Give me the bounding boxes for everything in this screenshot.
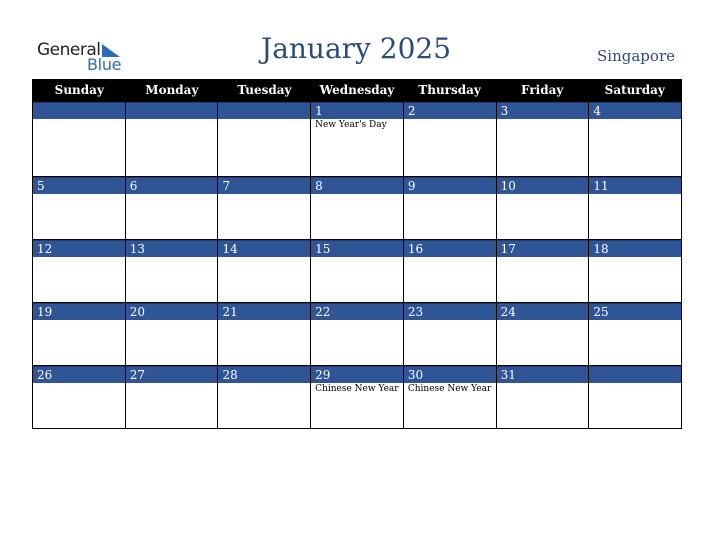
day-number: 8 (311, 177, 403, 194)
day-cell[interactable] (311, 240, 404, 302)
day-number: 25 (589, 303, 681, 320)
day-cell[interactable] (311, 303, 404, 365)
day-cell[interactable] (589, 240, 681, 302)
day-number: 27 (126, 366, 218, 383)
day-number: 13 (126, 240, 218, 257)
day-cell[interactable] (218, 177, 311, 239)
weekday-saturday: Saturday (604, 83, 665, 97)
holiday-label: Chinese New Year (315, 384, 399, 394)
day-number (126, 102, 218, 119)
day-cell[interactable] (218, 303, 311, 365)
day-number: 16 (404, 240, 496, 257)
day-number: 10 (497, 177, 589, 194)
calendar-week-row (33, 303, 681, 366)
day-number: 17 (497, 240, 589, 257)
day-number: 6 (126, 177, 218, 194)
day-cell[interactable] (404, 303, 497, 365)
weekday-thursday: Thursday (418, 83, 481, 97)
day-cell[interactable] (497, 177, 590, 239)
day-cell[interactable] (497, 102, 590, 176)
day-cell[interactable] (404, 366, 497, 428)
day-number: 31 (497, 366, 589, 383)
holiday-label: New Year's Day (315, 120, 387, 130)
day-number: 19 (33, 303, 125, 320)
day-number: 21 (218, 303, 310, 320)
day-number: 7 (218, 177, 310, 194)
day-number (33, 102, 125, 119)
day-cell[interactable] (126, 240, 219, 302)
day-cell[interactable] (311, 366, 404, 428)
day-number: 12 (33, 240, 125, 257)
day-cell[interactable] (33, 366, 126, 428)
day-number: 5 (33, 177, 125, 194)
day-number: 20 (126, 303, 218, 320)
day-cell[interactable] (33, 303, 126, 365)
day-number: 11 (589, 177, 681, 194)
day-number: 28 (218, 366, 310, 383)
day-cell[interactable] (126, 177, 219, 239)
calendar-grid (32, 79, 682, 429)
calendar-weeks (33, 102, 681, 429)
day-number: 14 (218, 240, 310, 257)
day-number: 30 (404, 366, 496, 383)
day-cell[interactable] (497, 303, 590, 365)
day-number: 23 (404, 303, 496, 320)
day-cell[interactable] (311, 102, 404, 176)
calendar-week-row (33, 102, 681, 177)
weekday-sunday: Sunday (54, 83, 104, 97)
day-number: 1 (311, 102, 403, 119)
day-number: 26 (33, 366, 125, 383)
day-number: 18 (589, 240, 681, 257)
day-cell[interactable] (126, 303, 219, 365)
day-number: 15 (311, 240, 403, 257)
calendar-week-row (33, 177, 681, 240)
page-title: January 2025 (260, 32, 452, 65)
day-number: 22 (311, 303, 403, 320)
day-cell[interactable] (589, 303, 681, 365)
logo-text-blue: Blue (87, 55, 122, 74)
day-cell[interactable] (497, 240, 590, 302)
day-cell[interactable] (497, 366, 590, 428)
day-number: 9 (404, 177, 496, 194)
day-cell[interactable] (218, 366, 311, 428)
weekday-wednesday: Wednesday (319, 83, 395, 97)
day-cell[interactable] (589, 102, 681, 176)
day-cell[interactable] (404, 177, 497, 239)
day-cell[interactable] (589, 177, 681, 239)
day-cell[interactable] (589, 366, 681, 428)
day-cell[interactable] (404, 240, 497, 302)
day-cell[interactable] (126, 366, 219, 428)
calendar-week-row (33, 366, 681, 429)
day-cell[interactable] (126, 102, 219, 176)
day-cell[interactable] (33, 240, 126, 302)
weekday-friday: Friday (521, 83, 564, 97)
day-number (218, 102, 310, 119)
day-cell[interactable] (311, 177, 404, 239)
day-number (589, 366, 681, 383)
day-cell[interactable] (218, 102, 311, 176)
day-number: 4 (589, 102, 681, 119)
calendar-week-row (33, 240, 681, 303)
country-label: Singapore (597, 47, 675, 65)
day-cell[interactable] (218, 240, 311, 302)
day-number: 24 (497, 303, 589, 320)
weekday-header (33, 79, 681, 102)
day-number: 29 (311, 366, 403, 383)
day-cell[interactable] (33, 102, 126, 176)
logo-text-general: General (37, 40, 101, 60)
day-cell[interactable] (404, 102, 497, 176)
holiday-label: Chinese New Year (407, 384, 492, 394)
weekday-monday: Monday (145, 83, 199, 97)
day-cell[interactable] (33, 177, 126, 239)
day-number: 3 (497, 102, 589, 119)
weekday-tuesday: Tuesday (237, 83, 292, 97)
day-number: 2 (404, 102, 496, 119)
